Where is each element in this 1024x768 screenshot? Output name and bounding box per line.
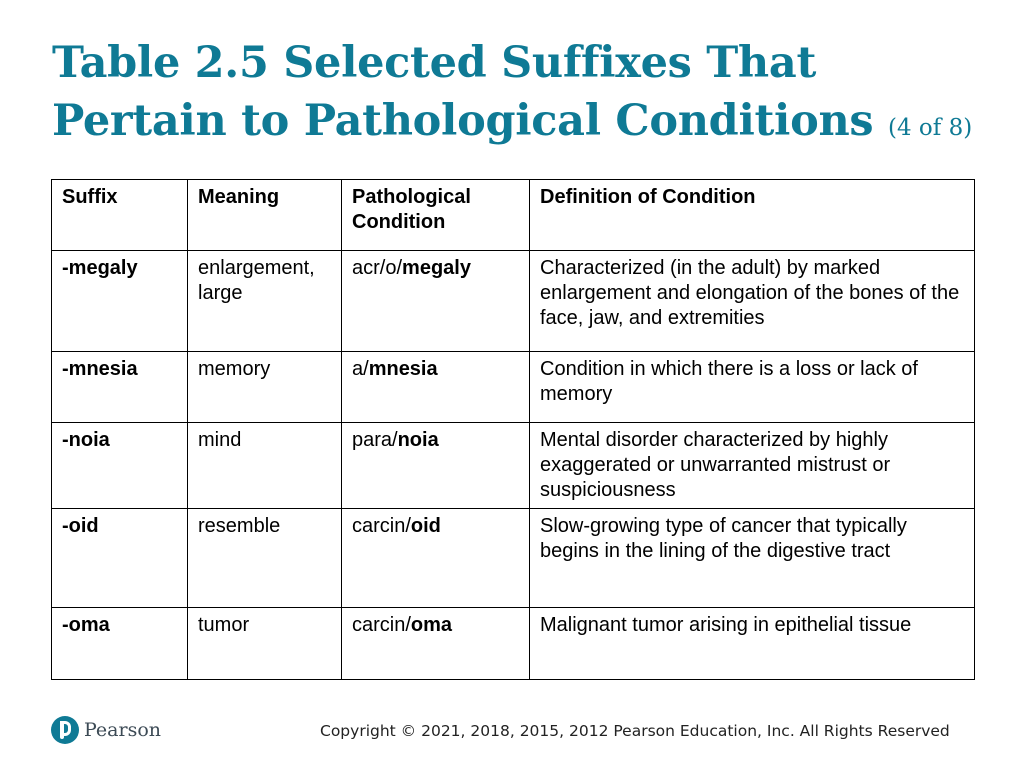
- table-row: [52, 423, 975, 509]
- condition-prefix: carcin/: [352, 515, 411, 537]
- page-title: [52, 34, 992, 157]
- table-row: [52, 251, 975, 352]
- condition-prefix: para/: [352, 429, 398, 451]
- row-meaning: enlargement, large: [188, 251, 342, 352]
- row-meaning: resemble: [188, 509, 342, 608]
- condition-suffix: oma: [410, 614, 453, 636]
- condition-suffix: megaly: [402, 257, 471, 279]
- row-definition: Characterized (in the adult) by marked enlargement and elongation of the bones of the face, jaw, and extremities: [530, 251, 975, 352]
- row-suffix: -oid: [52, 509, 188, 608]
- pearson-logo: [51, 714, 161, 746]
- title-main: Table 2.5 Selected Suffixes That Pertain to Pathological Conditions: [52, 38, 874, 146]
- row-condition: [342, 608, 530, 680]
- condition-suffix: noia: [397, 429, 439, 451]
- pearson-logo-icon: [51, 716, 79, 744]
- header-pathological-condition: Pathological Condition: [342, 180, 530, 251]
- row-condition: [342, 251, 530, 352]
- condition-prefix: acr/o/: [352, 257, 403, 279]
- row-suffix: -oma: [52, 608, 188, 680]
- pearson-logo-text: Pearson: [84, 719, 162, 741]
- row-condition: [342, 423, 530, 509]
- row-suffix: -megaly: [52, 251, 188, 352]
- row-meaning: memory: [188, 352, 342, 423]
- table-row: [52, 352, 975, 423]
- suffix-table: [51, 179, 975, 680]
- row-definition: Malignant tumor arising in epithelial tissue: [530, 608, 975, 680]
- copyright-notice: Copyright © 2021, 2018, 2015, 2012 Pearson Education, Inc. All Rights Reserved: [320, 722, 950, 740]
- row-suffix: -noia: [52, 423, 188, 509]
- condition-prefix: carcin/: [352, 614, 411, 636]
- table-row: [52, 509, 975, 608]
- row-definition: Slow-growing type of cancer that typically begins in the lining of the digestive tract: [530, 509, 975, 608]
- header-meaning: Meaning: [188, 180, 342, 251]
- row-definition: Condition in which there is a loss or lack of memory: [530, 352, 975, 423]
- table-row: [52, 608, 975, 680]
- row-condition: [342, 509, 530, 608]
- header-definition: Definition of Condition: [530, 180, 975, 251]
- condition-prefix: a/: [352, 358, 369, 380]
- row-condition: [342, 352, 530, 423]
- header-suffix: Suffix: [52, 180, 188, 251]
- row-definition: Mental disorder characterized by highly exaggerated or unwarranted mistrust or suspiciousness: [530, 423, 975, 509]
- table-header-row: [52, 180, 975, 251]
- row-meaning: mind: [188, 423, 342, 509]
- row-suffix: -mnesia: [52, 352, 188, 423]
- title-page-indicator: (4 of 8): [888, 115, 973, 141]
- condition-suffix: mnesia: [368, 358, 438, 380]
- row-meaning: tumor: [188, 608, 342, 680]
- condition-suffix: oid: [410, 515, 441, 537]
